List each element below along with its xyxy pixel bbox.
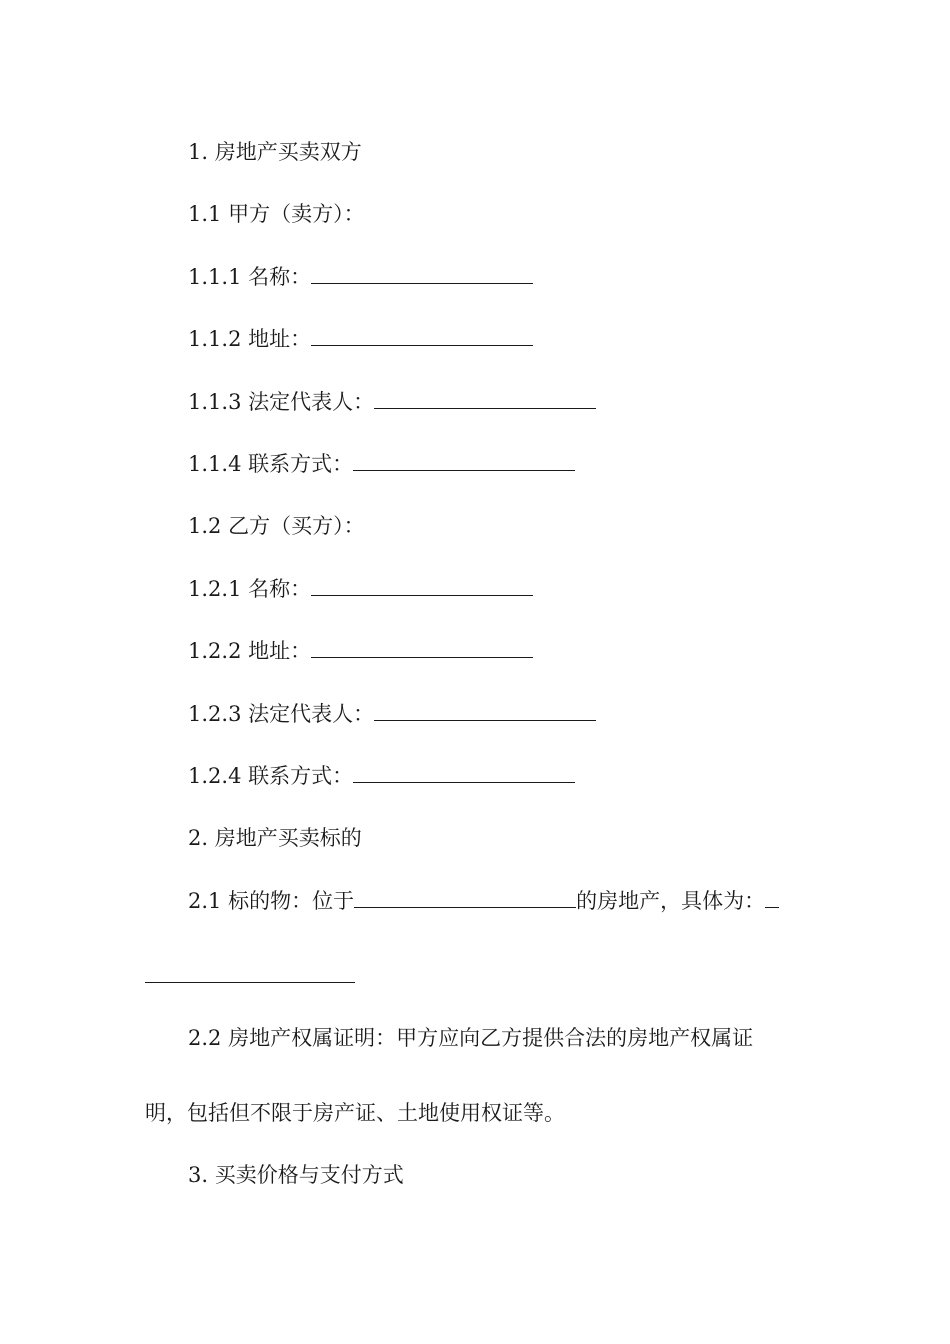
buyer-representative-blank[interactable] [374,700,596,721]
clause-1-1-4: 1.1.4 联系方式： [188,450,575,478]
buyer-contact-blank[interactable] [353,762,575,783]
property-location-blank[interactable] [354,887,576,908]
clause-2-1: 2.1 标的物：位于 的房地产，具体为： [188,887,779,915]
section-3-heading: 3. 买卖价格与支付方式 [188,1163,404,1187]
clause-1-2-1: 1.2.1 名称： [188,575,533,603]
clause-2-2-continuation: 明，包括但不限于房产证、土地使用权证等。 [145,1101,565,1125]
buyer-address-blank[interactable] [311,637,533,658]
seller-contact-blank[interactable] [353,450,575,471]
property-detail-blank[interactable] [765,887,779,908]
seller-name-blank[interactable] [311,263,533,284]
clause-1-2: 1.2 乙方（买方）： [188,514,365,538]
clause-1-2-2: 1.2.2 地址： [188,637,533,665]
section-2-heading: 2. 房地产买卖标的 [188,826,362,850]
clause-2-2: 2.2 房地产权属证明：甲方应向乙方提供合法的房地产权属证 [188,1026,754,1050]
clause-1-1: 1.1 甲方（卖方）： [188,202,365,226]
seller-address-blank[interactable] [311,325,533,346]
clause-1-1-2: 1.1.2 地址： [188,325,533,353]
clause-1-2-3: 1.2.3 法定代表人： [188,700,596,728]
clause-2-1-continuation [145,962,355,990]
clause-1-2-4: 1.2.4 联系方式： [188,762,575,790]
seller-representative-blank[interactable] [374,388,596,409]
section-1-heading: 1. 房地产买卖双方 [188,140,362,164]
buyer-name-blank[interactable] [311,575,533,596]
clause-1-1-3: 1.1.3 法定代表人： [188,388,596,416]
property-detail-blank-continued[interactable] [145,962,355,983]
clause-1-1-1: 1.1.1 名称： [188,263,533,291]
